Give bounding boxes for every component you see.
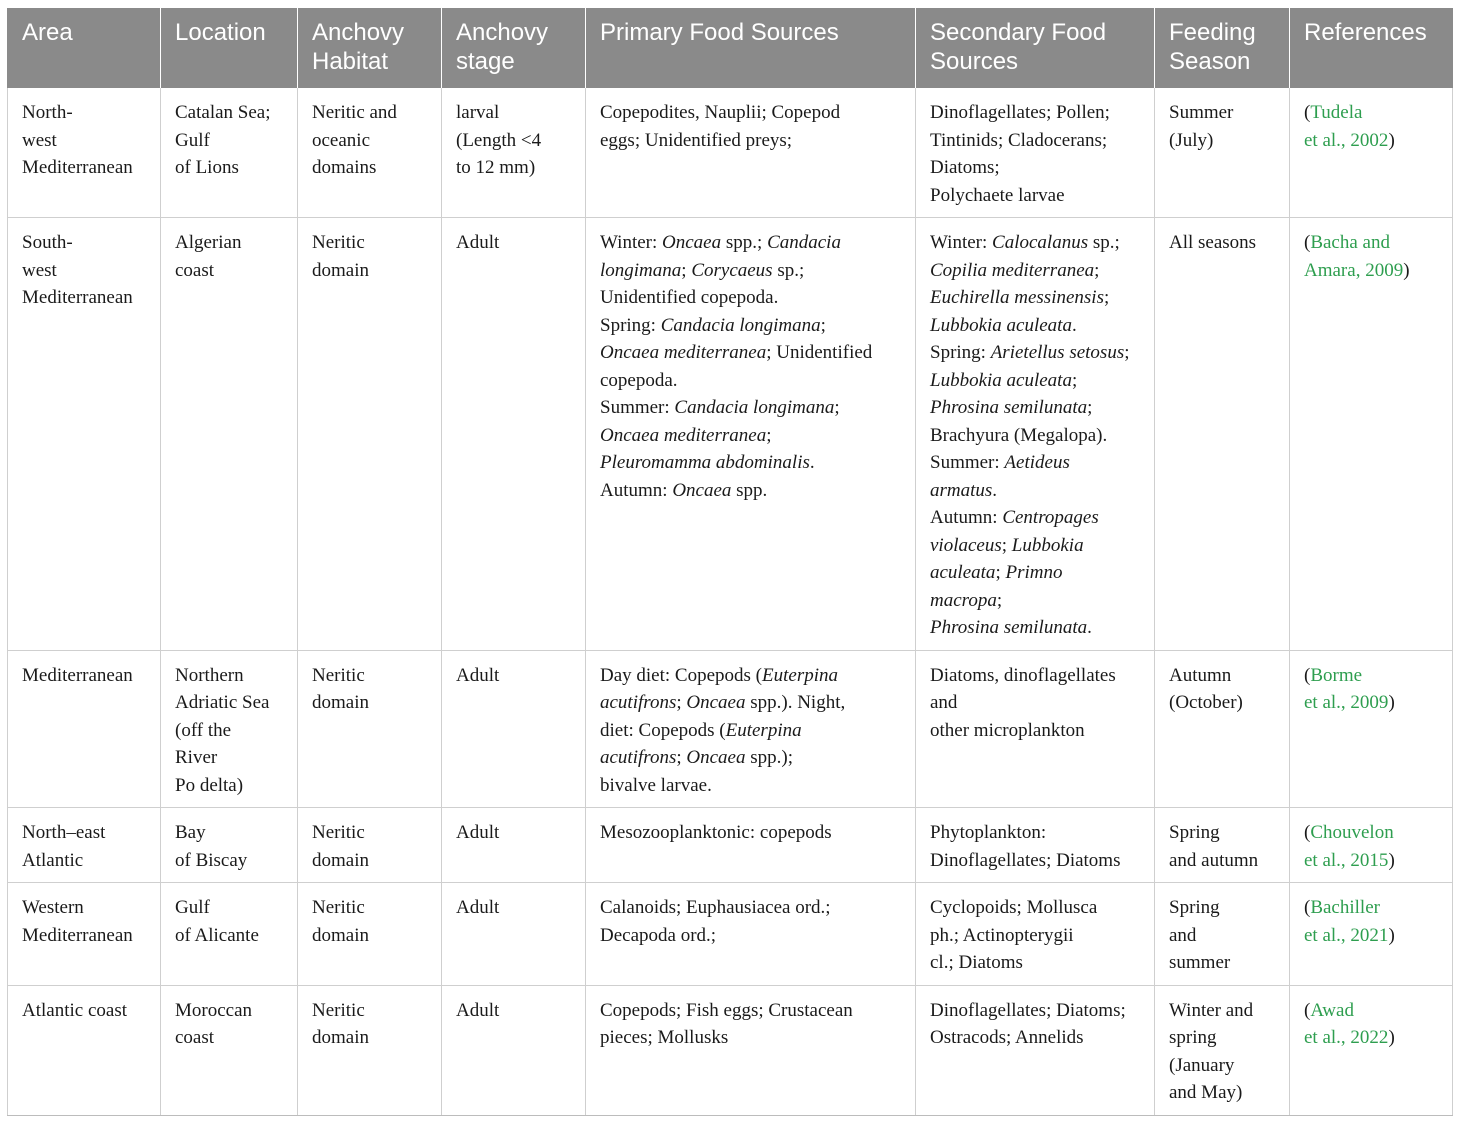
cell-season: All seasons	[1155, 218, 1290, 651]
reference-close-paren: )	[1388, 1027, 1395, 1048]
header-habitat: Anchovy Habitat	[298, 8, 442, 88]
header-season: Feeding Season	[1155, 8, 1290, 88]
cell-primary-food: Mesozooplanktonic: copepods	[586, 808, 916, 883]
table-row	[8, 883, 1453, 986]
reference-close-paren: )	[1403, 259, 1410, 281]
cell-area: North–east Atlantic	[8, 808, 161, 883]
cell-season: Autumn (October)	[1155, 650, 1290, 808]
cell-reference	[1290, 650, 1453, 808]
reference-link[interactable]: Borme et al., 2009	[1304, 664, 1389, 713]
cell-stage: Adult	[442, 218, 586, 651]
table-header	[8, 8, 1453, 88]
reference-open-paren: (	[1304, 822, 1311, 843]
cell-season: Winter and spring (January and May)	[1155, 985, 1290, 1115]
cell-secondary-food: Diatoms, dinoflagellates and other microplankton	[916, 650, 1155, 808]
cell-location: Gulf of Alicante	[161, 883, 298, 986]
cell-secondary-food: Cyclopoids; Mollusca ph.; Actinopterygii cl.; Diatoms	[916, 883, 1155, 986]
cell-stage: Adult	[442, 985, 586, 1115]
reference-open-paren: (	[1304, 897, 1311, 918]
cell-location: Moroccan coast	[161, 985, 298, 1115]
cell-habitat: Neritic domain	[298, 650, 442, 808]
reference-link[interactable]: Chouvelon et al., 2015	[1304, 822, 1394, 871]
cell-reference	[1290, 883, 1453, 986]
cell-habitat: Neritic domain	[298, 883, 442, 986]
reference-close-paren: )	[1388, 692, 1395, 713]
cell-reference	[1290, 88, 1453, 218]
table-row	[8, 650, 1453, 808]
cell-primary-food: Day diet: Copepods (Euterpina acutifrons; Oncaea spp.). Night, diet: Copepods (Euterpina acutifrons; Oncaea spp.); bivalve larvae.	[586, 650, 916, 808]
cell-habitat: Neritic domain	[298, 808, 442, 883]
header-stage: Anchovy stage	[442, 8, 586, 88]
cell-area: Atlantic coast	[8, 985, 161, 1115]
cell-season: Spring and autumn	[1155, 808, 1290, 883]
cell-area: South- west Mediterranean	[8, 218, 161, 651]
anchovy-diet-table	[7, 8, 1453, 1116]
cell-location: Catalan Sea; Gulf of Lions	[161, 88, 298, 218]
cell-reference	[1290, 808, 1453, 883]
table-row	[8, 218, 1453, 651]
cell-area: Mediterranean	[8, 650, 161, 808]
cell-primary-food: Winter: Oncaea spp.; Candacia longimana; Corycaeus sp.; Unidentified copepoda. Spring: Candacia longimana; Oncaea mediterranea; Unidentified copepoda. Summer: Candacia longimana; Oncaea mediterranea; Pleuromamma abdominalis. Autumn: Oncaea spp.	[586, 218, 916, 651]
cell-habitat: Neritic and oceanic domains	[298, 88, 442, 218]
header-location: Location	[161, 8, 298, 88]
cell-season: Spring and summer	[1155, 883, 1290, 986]
cell-area: Western Mediterranean	[8, 883, 161, 986]
reference-link[interactable]: Bacha and Amara, 2009	[1304, 232, 1404, 281]
table-row	[8, 985, 1453, 1115]
cell-secondary-food: Phytoplankton: Dinoflagellates; Diatoms	[916, 808, 1155, 883]
table-row	[8, 808, 1453, 883]
reference-close-paren: )	[1388, 849, 1395, 871]
reference-link[interactable]: Bachiller et al., 2021	[1304, 897, 1389, 946]
header-secondary-food: Secondary Food Sources	[916, 8, 1155, 88]
cell-season: Summer (July)	[1155, 88, 1290, 218]
reference-open-paren: (	[1304, 102, 1311, 123]
header-primary-food: Primary Food Sources	[586, 8, 916, 88]
reference-open-paren: (	[1304, 664, 1311, 686]
cell-secondary-food: Dinoflagellates; Pollen; Tintinids; Cladocerans; Diatoms; Polychaete larvae	[916, 88, 1155, 218]
cell-secondary-food: Winter: Calocalanus sp.; Copilia mediterranea; Euchirella messinensis; Lubbokia aculeata. Spring: Arietellus setosus; Lubbokia aculeata; Phrosina semilunata; Brachyura (Megalopa). Summer: Aetideus armatus. Autumn: Centropages violaceus; Lubbokia aculeata; Primno macropa; Phrosina semilunata.	[916, 218, 1155, 651]
cell-primary-food: Copepods; Fish eggs; Crustacean pieces; Mollusks	[586, 985, 916, 1115]
table-body	[8, 88, 1453, 1115]
header-row	[8, 8, 1453, 88]
reference-link[interactable]: Tudela et al., 2002	[1304, 102, 1389, 151]
reference-close-paren: )	[1388, 924, 1395, 946]
reference-close-paren: )	[1388, 129, 1395, 151]
cell-location: Algerian coast	[161, 218, 298, 651]
cell-stage: Adult	[442, 808, 586, 883]
reference-link[interactable]: Awad et al., 2022	[1304, 999, 1389, 1048]
reference-open-paren: (	[1304, 232, 1311, 253]
header-area: Area	[8, 8, 161, 88]
cell-primary-food: Calanoids; Euphausiacea ord.; Decapoda ord.;	[586, 883, 916, 986]
reference-open-paren: (	[1304, 999, 1311, 1021]
cell-primary-food: Copepodites, Nauplii; Copepod eggs; Unidentified preys;	[586, 88, 916, 218]
cell-secondary-food: Dinoflagellates; Diatoms; Ostracods; Annelids	[916, 985, 1155, 1115]
cell-reference	[1290, 218, 1453, 651]
cell-habitat: Neritic domain	[298, 985, 442, 1115]
table-row	[8, 88, 1453, 218]
cell-stage: Adult	[442, 883, 586, 986]
cell-location: Northern Adriatic Sea (off the River Po delta)	[161, 650, 298, 808]
cell-location: Bay of Biscay	[161, 808, 298, 883]
cell-stage: Adult	[442, 650, 586, 808]
cell-area: North- west Mediterranean	[8, 88, 161, 218]
cell-reference	[1290, 985, 1453, 1115]
header-references: References	[1290, 8, 1453, 88]
cell-stage: larval (Length <4 to 12 mm)	[442, 88, 586, 218]
cell-habitat: Neritic domain	[298, 218, 442, 651]
